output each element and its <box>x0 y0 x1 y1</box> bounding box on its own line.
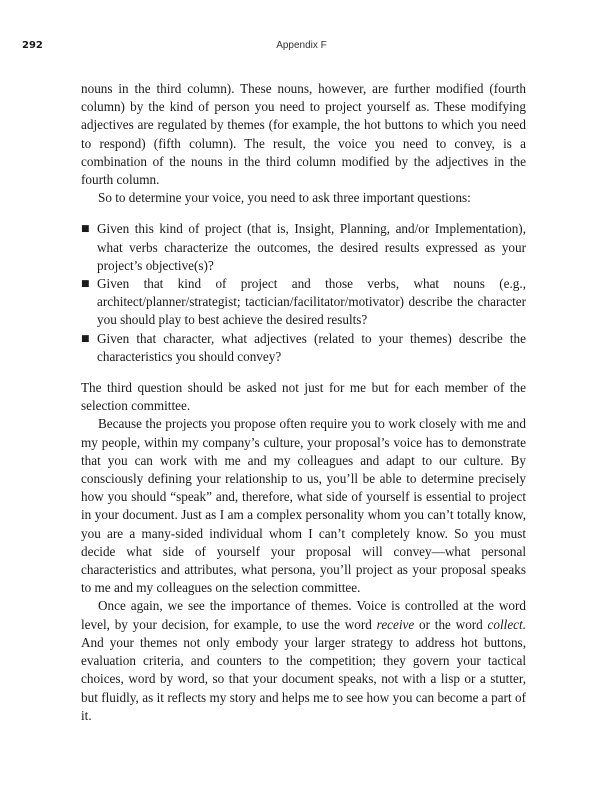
paragraph-continuation: nouns in the third column). These nouns, however, are further modified (fourth column) by the kind of person you need to project yourself as. These modifying adjectives are regulated by themes (for example, the hot buttons to which you need to respond) (fifth column). The result, the voice you need to convey, is a combination of the nouns in the third column modified by the adjectives in the fourth column. <box>81 81 526 188</box>
square-bullet-icon: ■ <box>81 333 90 344</box>
question-item <box>81 330 526 366</box>
question-text: Given that character, what adjectives (related to your themes) describe the characteristics you should convey? <box>97 330 526 364</box>
paragraph-questions-intro: So to determine your voice, you need to ask three important questions: <box>98 190 471 206</box>
question-text: Given this kind of project (that is, Insight, Planning, and/or Implementation), what verbs characterize the outcomes, the desired results expressed as your project’s objective(s)? <box>97 221 526 273</box>
paragraph-third-question: The third question should be asked not just for me but for each member of the selection committee. <box>81 380 526 414</box>
spacer <box>81 366 526 379</box>
running-head: Appendix F <box>276 40 327 51</box>
square-bullet-icon: ■ <box>81 224 90 235</box>
themes-text-part: Once again, we see the importance of themes. Voice is controlled at the word level, by your decision, for example, to use the word <box>81 598 526 632</box>
paragraph-themes <box>81 597 526 724</box>
themes-text-part: or the word <box>414 616 488 632</box>
question-item <box>81 275 526 330</box>
italic-word-collect: collect. <box>487 616 526 632</box>
paragraph-relationship: Because the projects you propose often require you to work closely with me and my people, within my company’s culture, your proposal’s voice has to demonstrate that you can work with me and my colleagues and adapt to our culture. By consciously defining your relationship to us, you’ll be able to determine precisely how you should “speak” and, therefore, what side of yourself is essential to project in your document. Just as I am a complex personality whom you can’t totally know, you are a many-sided individual whom I can’t completely know. So you must decide what side of yourself your proposal will convey—what personal characteristics and attributes, what persona, you’ll project as your proposal speaks to me and my colleagues on the selection committee. <box>81 416 526 596</box>
square-bullet-icon: ■ <box>81 279 90 290</box>
questions-list <box>81 220 526 366</box>
question-item <box>81 220 526 275</box>
body-text <box>81 80 526 725</box>
page-header <box>22 40 581 56</box>
question-text: Given that kind of project and those verbs, what nouns (e.g., architect/planner/strategist; tactician/facilitator/motivator) describe the character you should play to best achieve the desired results? <box>97 276 526 328</box>
italic-word-receive: receive <box>376 616 415 632</box>
page-number: 292 <box>22 40 43 51</box>
themes-text-part: And your themes not only embody your larger strategy to address hot buttons, evaluation criteria, and counters to the competition; they govern your tactical choices, word by word, so that your document speaks, not with a lisp or a stutter, but fluidly, as it reflects my story and helps me to see how you can become a part of it. <box>81 634 526 723</box>
spacer <box>81 207 526 220</box>
